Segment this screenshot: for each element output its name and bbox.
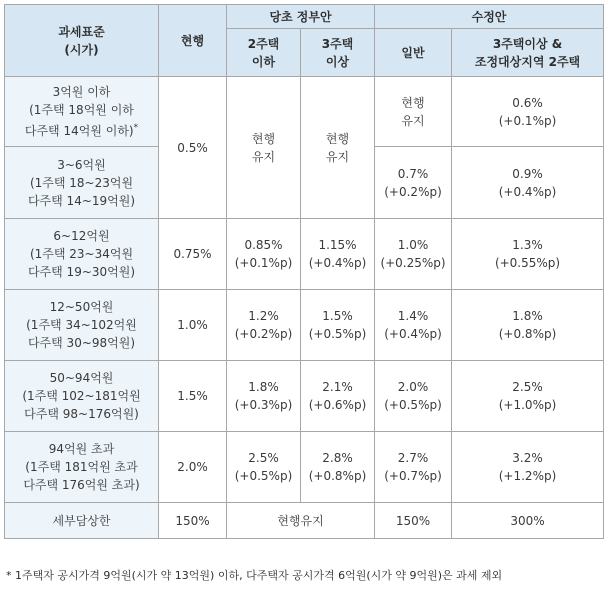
footnote-marker: * bbox=[133, 123, 139, 133]
rev-three-cell: 0.6% (+0.1%p) bbox=[452, 77, 604, 147]
rev-three-cell: 3.2% (+1.2%p) bbox=[452, 432, 604, 503]
orig-three-cell: 현행 유지 bbox=[301, 77, 375, 219]
rev-three-cell: 0.9% (+0.4%p) bbox=[452, 147, 604, 219]
rev-general-cell: 2.0% (+0.5%p) bbox=[375, 361, 452, 432]
rev-general-cell: 2.7% (+0.7%p) bbox=[375, 432, 452, 503]
rev-general-cell: 1.0% (+0.25%p) bbox=[375, 219, 452, 290]
rev-general-cell: 0.7% (+0.2%p) bbox=[375, 147, 452, 219]
header-row-1 bbox=[5, 5, 604, 29]
current-rate-cell: 1.0% bbox=[159, 290, 227, 361]
tax-cap-current: 150% bbox=[159, 503, 227, 539]
header-current: 현행 bbox=[159, 5, 227, 77]
current-rate-cell: 1.5% bbox=[159, 361, 227, 432]
rev-three-cell: 1.3% (+0.55%p) bbox=[452, 219, 604, 290]
bracket-cell: 6~12억원 (1주택 23~34억원 다주택 19~30억원) bbox=[5, 219, 159, 290]
header-three-or-more: 3주택 이상 bbox=[301, 29, 375, 77]
orig-two-cell: 2.5% (+0.5%p) bbox=[227, 432, 301, 503]
header-three-plus-regulated: 3주택이상 & 조정대상지역 2주택 bbox=[452, 29, 604, 77]
table-row bbox=[5, 77, 604, 147]
tax-cap-orig: 현행유지 bbox=[227, 503, 375, 539]
orig-two-cell: 0.85% (+0.1%p) bbox=[227, 219, 301, 290]
footnote: * 1주택자 공시가격 9억원(시가 약 13억원) 이하, 다주택자 공시가격 6억원(시가 약 9억원)은 과세 제외 bbox=[6, 569, 503, 582]
rev-general-cell: 현행 유지 bbox=[375, 77, 452, 147]
table-row bbox=[5, 219, 604, 290]
orig-three-cell: 2.1% (+0.6%p) bbox=[301, 361, 375, 432]
current-rate-cell: 0.75% bbox=[159, 219, 227, 290]
rev-three-cell: 2.5% (+1.0%p) bbox=[452, 361, 604, 432]
header-revised-plan: 수정안 bbox=[375, 5, 604, 29]
orig-three-cell: 1.15% (+0.4%p) bbox=[301, 219, 375, 290]
orig-three-cell: 2.8% (+0.8%p) bbox=[301, 432, 375, 503]
header-original-plan: 당초 정부안 bbox=[227, 5, 375, 29]
bracket-cell: 3억원 이하 (1주택 18억원 이하 다주택 14억원 이하)* bbox=[5, 77, 159, 147]
table-row bbox=[5, 432, 604, 503]
rev-three-cell: 1.8% (+0.8%p) bbox=[452, 290, 604, 361]
bracket-cell: 3~6억원 (1주택 18~23억원 다주택 14~19억원) bbox=[5, 147, 159, 219]
orig-three-cell: 1.5% (+0.5%p) bbox=[301, 290, 375, 361]
orig-two-cell: 1.8% (+0.3%p) bbox=[227, 361, 301, 432]
bracket-cell: 94억원 초과 (1주택 181억원 초과 다주택 176억원 초과) bbox=[5, 432, 159, 503]
table-row bbox=[5, 290, 604, 361]
header-general: 일반 bbox=[375, 29, 452, 77]
bracket-cell: 50~94억원 (1주택 102~181억원 다주택 98~176억원) bbox=[5, 361, 159, 432]
current-rate-cell: 2.0% bbox=[159, 432, 227, 503]
orig-two-cell: 1.2% (+0.2%p) bbox=[227, 290, 301, 361]
tax-rate-table bbox=[4, 4, 604, 539]
tax-cap-label: 세부담상한 bbox=[5, 503, 159, 539]
tax-cap-rev-general: 150% bbox=[375, 503, 452, 539]
table-row bbox=[5, 361, 604, 432]
tax-cap-row bbox=[5, 503, 604, 539]
current-rate-cell: 0.5% bbox=[159, 77, 227, 219]
header-tax-base: 과세표준 (시가) bbox=[5, 5, 159, 77]
bracket-cell: 12~50억원 (1주택 34~102억원 다주택 30~98억원) bbox=[5, 290, 159, 361]
header-two-or-less: 2주택 이하 bbox=[227, 29, 301, 77]
rev-general-cell: 1.4% (+0.4%p) bbox=[375, 290, 452, 361]
tax-cap-rev-three: 300% bbox=[452, 503, 604, 539]
orig-two-cell: 현행 유지 bbox=[227, 77, 301, 219]
